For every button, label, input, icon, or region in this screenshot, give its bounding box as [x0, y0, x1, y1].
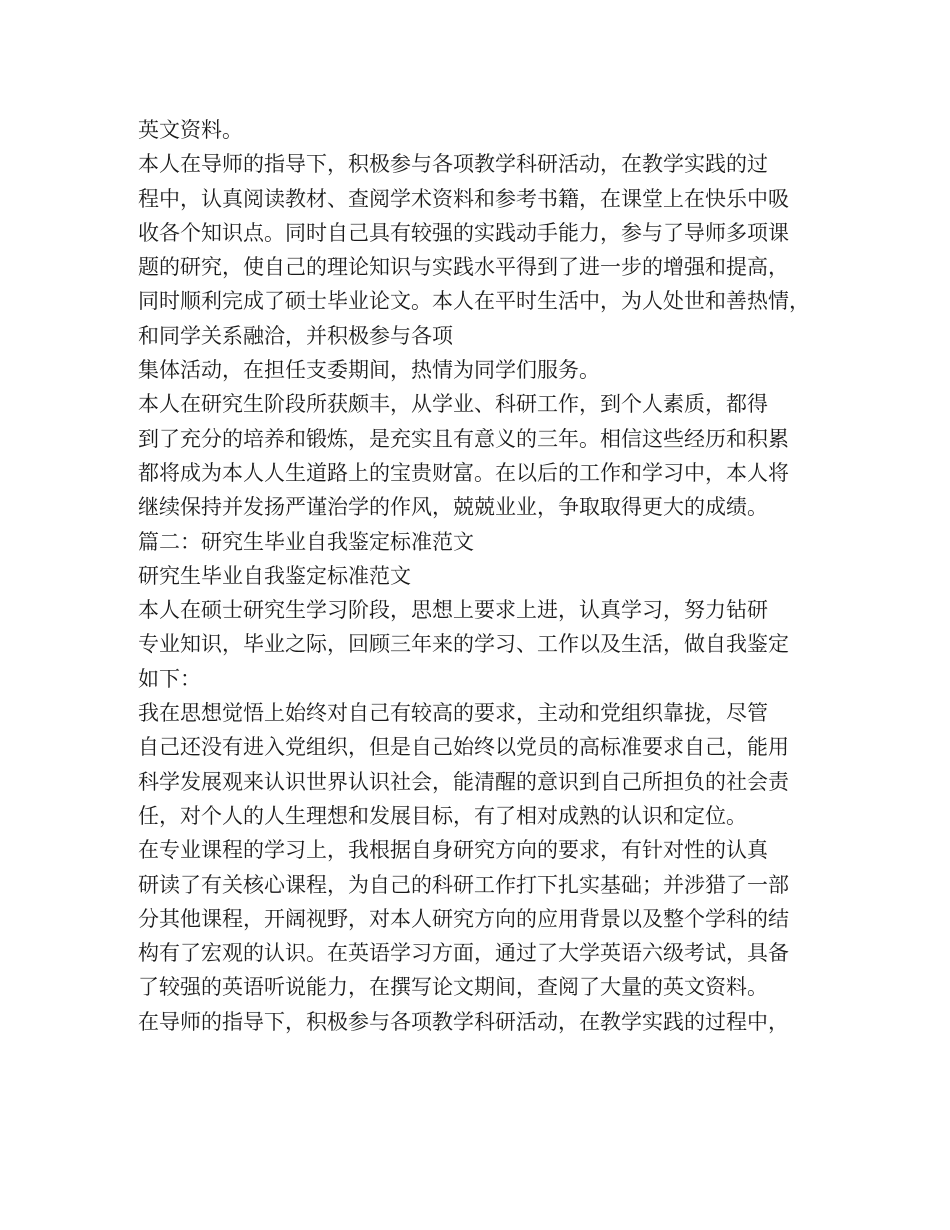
text-line: 研读了有关核心课程，为自己的科研工作打下扎实基础；并涉猎了一部 — [138, 872, 789, 897]
text-line: 本人在硕士研究生学习阶段，思想上要求上进，认真学习，努力钻研 — [138, 598, 768, 623]
text-line: 集体活动，在担任支委期间，热情为同学们服务。 — [138, 358, 600, 383]
text-line: 如下： — [138, 666, 201, 691]
text-line: 和同学关系融洽，并积极参与各项 — [138, 323, 453, 348]
text-line: 同时顺利完成了硕士毕业论文。本人在平时生活中，为人处世和善热情， — [138, 289, 810, 314]
section-heading: 篇二：研究生毕业自我鉴定标准范文 — [138, 529, 474, 554]
text-line: 继续保持并发扬严谨治学的作风，兢兢业业，争取取得更大的成绩。 — [138, 495, 768, 520]
text-line: 程中，认真阅读教材、查阅学术资料和参考书籍，在课堂上在快乐中吸 — [138, 186, 789, 211]
section-title: 研究生毕业自我鉴定标准范文 — [138, 563, 411, 588]
text-line: 本人在研究生阶段所获颇丰，从学业、科研工作，到个人素质，都得 — [138, 392, 768, 417]
text-line: 题的研究，使自己的理论知识与实践水平得到了进一步的增强和提高， — [138, 255, 789, 280]
text-line: 收各个知识点。同时自己具有较强的实践动手能力，参与了导师多项课 — [138, 220, 789, 245]
text-line: 构有了宏观的认识。在英语学习方面，通过了大学英语六级考试，具备 — [138, 941, 789, 966]
text-line: 任，对个人的人生理想和发展目标，有了相对成熟的认识和定位。 — [138, 803, 747, 828]
text-line: 在导师的指导下，积极参与各项教学科研活动，在教学实践的过程中， — [138, 1009, 789, 1034]
document-body — [138, 113, 838, 1039]
text-line: 了较强的英语听说能力，在撰写论文期间，查阅了大量的英文资料。 — [138, 975, 768, 1000]
text-line: 英文资料。 — [138, 118, 243, 142]
text-line: 到了充分的培养和锻炼，是充实且有意义的三年。相信这些经历和积累 — [138, 426, 789, 451]
text-line: 分其他课程，开阔视野，对本人研究方向的应用背景以及整个学科的结 — [138, 906, 789, 931]
text-line: 本人在导师的指导下，积极参与各项教学科研活动，在教学实践的过 — [138, 152, 768, 177]
text-line: 科学发展观来认识世界认识社会，能清醒的意识到自己所担负的社会责 — [138, 769, 789, 794]
text-line: 我在思想觉悟上始终对自己有较高的要求，主动和党组织靠拢，尽管 — [138, 701, 768, 726]
text-line: 都将成为本人人生道路上的宝贵财富。在以后的工作和学习中，本人将 — [138, 460, 789, 485]
text-line: 在专业课程的学习上，我根据自身研究方向的要求，有针对性的认真 — [138, 838, 768, 863]
text-line: 自己还没有进入党组织，但是自己始终以党员的高标准要求自己，能用 — [138, 735, 789, 760]
text-line: 专业知识，毕业之际，回顾三年来的学习、工作以及生活，做自我鉴定 — [138, 632, 789, 657]
